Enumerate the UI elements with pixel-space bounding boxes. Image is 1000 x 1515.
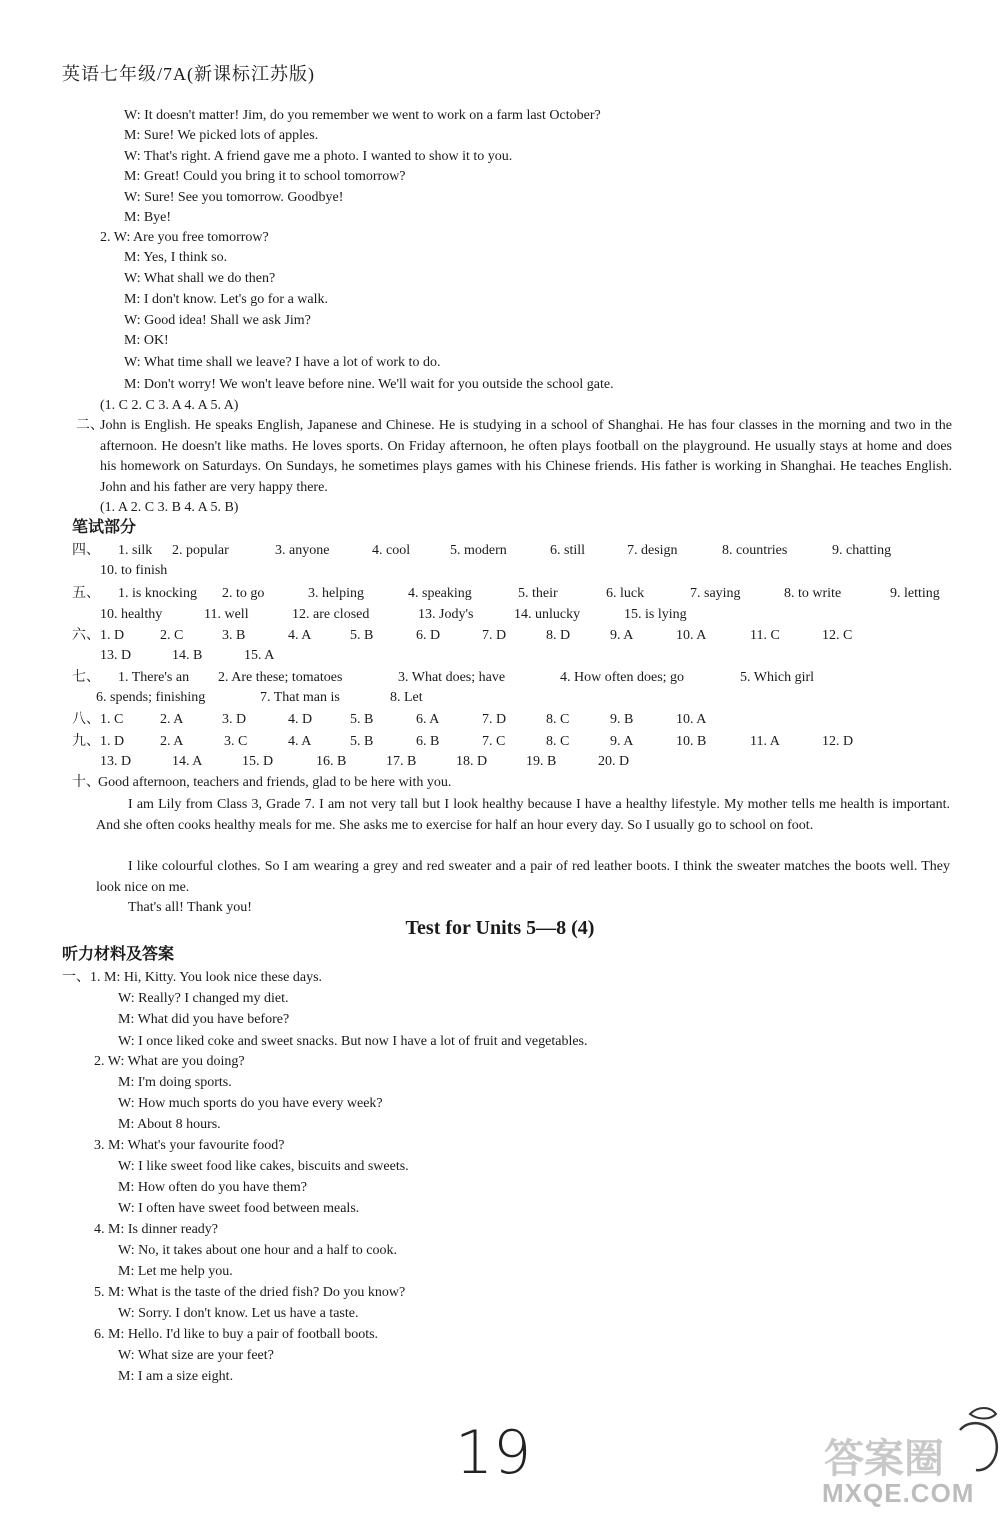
section-label: 五、 [72, 586, 100, 601]
dialogue-line: M: About 8 hours. [118, 1117, 221, 1132]
answer-item: 3. B [222, 628, 246, 643]
answer-item: 12. C [822, 628, 853, 643]
answer-item: 11. A [750, 734, 780, 749]
section-label: 九、 [72, 734, 100, 749]
answer-item: 2. popular [172, 543, 229, 558]
section-label: 六、 [72, 628, 100, 643]
dialogue-line: W: I once liked coke and sweet snacks. But now I have a lot of fruit and vegetables. [118, 1034, 588, 1049]
section-label: 八、 [72, 712, 100, 727]
answer-item: 14. B [172, 648, 203, 663]
answer-item: 4. speaking [408, 586, 472, 601]
dialogue-line: W: I like sweet food like cakes, biscuits and sweets. [118, 1159, 409, 1174]
answer-item: 15. is lying [624, 607, 687, 622]
answer-item: 8. to write [784, 586, 842, 601]
answer-item: 4. A [288, 628, 312, 643]
answer-item: 5. B [350, 734, 374, 749]
answer-item: 14. unlucky [514, 607, 581, 622]
answer-item: 3. helping [308, 586, 364, 601]
answer-item: 6. luck [606, 586, 645, 601]
answer-item: 2. A [160, 712, 184, 727]
answer-item: 1. C [100, 712, 124, 727]
answer-item: 13. D [100, 648, 132, 663]
answer-item: 14. A [172, 754, 203, 769]
answer-item: 7. saying [690, 586, 741, 601]
dialogue-line: M: Bye! [124, 210, 172, 225]
dialogue-line: 一、1. M: Hi, Kitty. You look nice these days. [62, 970, 323, 985]
answer-item: 4. A [288, 734, 312, 749]
answer-item: 13. Jody's [418, 607, 474, 622]
section-heading: 听力材料及答案 [62, 944, 175, 963]
answer-item: 5. B [350, 712, 374, 727]
answer-item: 15. A [244, 648, 275, 663]
answer-item: 6. A [416, 712, 440, 727]
answer-item: 9. letting [890, 586, 940, 601]
answer-item: 2. A [160, 734, 184, 749]
answer-item: 7. C [482, 734, 506, 749]
watermark-logo-text: 答案圈 [824, 1436, 944, 1482]
answer-item: 5. Which girl [740, 670, 815, 685]
dialogue-line: M: OK! [124, 333, 169, 348]
page-number: 19 [455, 1418, 532, 1488]
answer-item: 8. Let [390, 690, 423, 705]
dialogue-line: 2. W: Are you free tomorrow? [100, 230, 269, 245]
dialogue-line: 3. M: What's your favourite food? [94, 1138, 285, 1153]
dialogue-line: W: I often have sweet food between meals. [118, 1201, 360, 1216]
answer-item: 7. design [627, 543, 678, 558]
answer-item: 5. B [350, 628, 374, 643]
answer-item: 11. well [204, 607, 249, 622]
answer-item: 20. D [598, 754, 630, 769]
answer-item: 8. countries [722, 543, 788, 558]
dialogue-line: W: Sure! See you tomorrow. Goodbye! [124, 190, 344, 205]
answer-item: 9. B [610, 712, 634, 727]
dialogue-line: W: How much sports do you have every week? [118, 1096, 383, 1111]
answer-item: 1. D [100, 628, 125, 643]
section-label: 四、 [72, 543, 100, 558]
answer-item: 7. D [482, 628, 507, 643]
section-label: 七、 [72, 670, 100, 685]
dialogue-line: W: What time shall we leave? I have a lot of work to do. [124, 355, 441, 370]
dialogue-line: M: I am a size eight. [118, 1369, 234, 1384]
dialogue-line: 4. M: Is dinner ready? [94, 1222, 219, 1237]
dialogue-line: W: What size are your feet? [118, 1348, 274, 1363]
answer-item: 17. B [386, 754, 417, 769]
test-title: Test for Units 5—8 (4) [405, 917, 595, 939]
passage-text: John is English. He speaks English, Japanese and Chinese. He is studying in a school of Shanghai. He has four classes in the morning and two in the afternoon. He doesn't like maths. He loves sports. On Friday afternoon, he often plays football on the playground. He usually stays at home and does his homework on Saturdays. On Sundays, he sometimes plays games with his Chinese friends. His father is working in Shanghai. He teaches English. John and his father are very happy there. [100, 418, 952, 495]
answer-item: 15. D [242, 754, 274, 769]
answer-item: 2. Are these; tomatoes [218, 670, 343, 685]
answer-item: 13. D [100, 754, 132, 769]
answer-item: 9. A [610, 734, 634, 749]
answer-item: 1. is knocking [118, 586, 197, 601]
dialogue-line: W: Really? I changed my diet. [118, 991, 289, 1006]
answer-item: 16. B [316, 754, 347, 769]
dialogue-line: 2. W: What are you doing? [94, 1054, 245, 1069]
answer-item: 19. B [526, 754, 557, 769]
answer-item: 8. D [546, 628, 571, 643]
answer-item: 6. spends; finishing [96, 690, 206, 705]
answer-item: 6. B [416, 734, 440, 749]
answer-item: 6. D [416, 628, 441, 643]
dialogue-line: M: Don't worry! We won't leave before nine. We'll wait for you outside the school gate. [124, 377, 614, 392]
answer-item: 10. A [676, 628, 707, 643]
answer-item: 4. How often does; go [560, 670, 685, 685]
dialogue-line: W: It doesn't matter! Jim, do you remember we went to work on a farm last October? [124, 108, 601, 123]
dialogue-line: M: I'm doing sports. [118, 1075, 232, 1090]
answer-item: 10. A [676, 712, 707, 727]
answer-item: 3. D [222, 712, 247, 727]
answer-item: 1. There's an [118, 670, 190, 685]
answer-item: 6. still [550, 543, 586, 558]
answer-key: (1. A 2. C 3. B 4. A 5. B) [100, 500, 239, 515]
answer-item: 7. That man is [260, 690, 340, 705]
dialogue-line: M: Sure! We picked lots of apples. [124, 128, 319, 143]
dialogue-line: M: What did you have before? [118, 1012, 290, 1027]
essay-line: Good afternoon, teachers and friends, glad to be here with you. [98, 775, 452, 790]
dialogue-line: M: Yes, I think so. [124, 250, 228, 265]
dialogue-line: W: Good idea! Shall we ask Jim? [124, 313, 311, 328]
answer-item: 4. cool [372, 543, 411, 558]
answer-item: 5. modern [450, 543, 507, 558]
answer-item: 2. C [160, 628, 184, 643]
answer-item: 2. to go [222, 586, 265, 601]
running-header: 英语七年级/7A(新课标江苏版) [62, 64, 315, 84]
answer-item: 9. chatting [832, 543, 892, 558]
answer-item: 1. silk [118, 543, 153, 558]
answer-item: 18. D [456, 754, 488, 769]
dialogue-line: W: No, it takes about one hour and a half to cook. [118, 1243, 398, 1258]
answer-item: 11. C [750, 628, 780, 643]
dialogue-line: M: Great! Could you bring it to school tomorrow? [124, 169, 406, 184]
answer-item: 4. D [288, 712, 313, 727]
section-label: 十、 [72, 775, 100, 790]
dialogue-line: M: I don't know. Let's go for a walk. [124, 292, 328, 307]
answer-item: 9. A [610, 628, 634, 643]
answer-item: 7. D [482, 712, 507, 727]
essay-paragraph: I am Lily from Class 3, Grade 7. I am not very tall but I look healthy because I have a healthy lifestyle. My mother tells me health is important. And she often cooks healthy meals for me. She asks me to exercise for half an hour every day. So I usually go to school on foot. [96, 797, 950, 833]
answer-item: 8. C [546, 712, 570, 727]
section-label: 二、 [76, 418, 104, 433]
answer-item: 10. to finish [100, 563, 168, 578]
answer-item: 3. C [224, 734, 248, 749]
dialogue-line: W: That's right. A friend gave me a photo. I wanted to show it to you. [124, 149, 513, 164]
dialogue-line: W: Sorry. I don't know. Let us have a taste. [118, 1306, 359, 1321]
dialogue-line: M: How often do you have them? [118, 1180, 307, 1195]
essay-line: That's all! Thank you! [128, 900, 252, 915]
answer-item: 5. their [518, 586, 558, 601]
essay-paragraph: I like colourful clothes. So I am wearing a grey and red sweater and a pair of red leather boots. I think the sweater matches the boots well. They look nice on me. [96, 859, 950, 895]
dialogue-line: 5. M: What is the taste of the dried fish? Do you know? [94, 1285, 406, 1300]
answer-item: 3. What does; have [398, 670, 506, 685]
dialogue-line: M: Let me help you. [118, 1264, 233, 1279]
section-heading: 笔试部分 [72, 517, 137, 536]
answer-item: 10. B [676, 734, 707, 749]
answer-item: 10. healthy [100, 607, 163, 622]
answer-item: 12. are closed [292, 607, 370, 622]
dialogue-line: W: What shall we do then? [124, 271, 276, 286]
answer-key: (1. C 2. C 3. A 4. A 5. A) [100, 398, 239, 413]
answer-item: 12. D [822, 734, 854, 749]
answer-item: 1. D [100, 734, 125, 749]
dialogue-line: 6. M: Hello. I'd like to buy a pair of football boots. [94, 1327, 379, 1342]
answer-item: 8. C [546, 734, 570, 749]
answer-item: 3. anyone [275, 543, 330, 558]
watermark-text: MXQE.COM [822, 1478, 975, 1508]
